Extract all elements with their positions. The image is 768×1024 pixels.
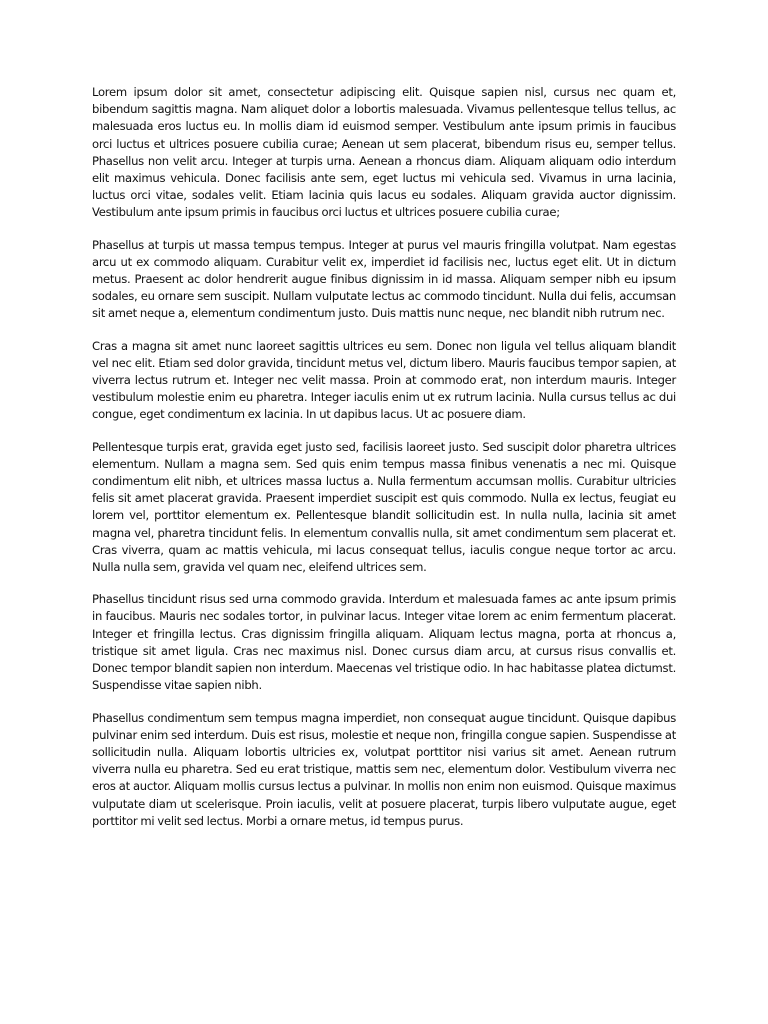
paragraph-3: Cras a magna sit amet nunc laoreet sagittis ultrices eu sem. Donec non ligula vel tellus aliquam blandit vel nec elit. Etiam sed dolor gravida, tincidunt metus vel, dictum libero. Mauris faucibus tempor sapien, at viverra lectus rutrum et. Integer nec velit massa. Proin at commodo erat, non interdum mauris. Integer vestibulum molestie enim eu pharetra. Integer iaculis enim ut ex rutrum lacinia. Nulla cursus tellus ac dui congue, eget condimentum ex lacinia. In ut dapibus lacus. Ut ac posuere diam. <box>92 338 676 422</box>
document-page <box>92 84 676 845</box>
paragraph-2: Phasellus at turpis ut massa tempus tempus. Integer at purus vel mauris fringilla volutpat. Nam egestas arcu ut ex commodo aliquam. Curabitur velit ex, imperdiet id facilisis nec, luctus eget elit. Ut in dictum metus. Praesent ac dolor hendrerit augue finibus dignissim in id massa. Aliquam semper nibh eu ipsum sodales, eu ornare sem suscipit. Nullam vulputate lectus ac commodo tincidunt. Nulla dui felis, accumsan sit amet neque a, elementum condimentum justo. Duis mattis nunc neque, nec blandit nibh rutrum nec. <box>92 237 676 321</box>
paragraph-6: Phasellus condimentum sem tempus magna imperdiet, non consequat augue tincidunt. Quisque dapibus pulvinar enim sed interdum. Duis est risus, molestie et neque non, fringilla congue sapien. Suspendisse at sollicitudin nulla. Aliquam lobortis ultricies ex, volutpat porttitor nisi varius sit amet. Aenean rutrum viverra nulla eu pharetra. Sed eu erat tristique, mattis sem nec, elementum dolor. Vestibulum viverra nec eros at auctor. Aliquam mollis cursus lectus a pulvinar. In mollis non enim non euismod. Quisque maximus vulputate diam ut scelerisque. Proin iaculis, velit at posuere placerat, turpis libero vulputate augue, eget porttitor mi velit sed lectus. Morbi a ornare metus, id tempus purus. <box>92 710 676 828</box>
paragraph-1: Lorem ipsum dolor sit amet, consectetur adipiscing elit. Quisque sapien nisl, cursus nec quam et, bibendum sagittis magna. Nam aliquet dolor a lobortis malesuada. Vivamus pellentesque tellus tellus, ac malesuada eros luctus eu. In mollis diam id euismod semper. Vestibulum ante ipsum primis in faucibus orci luctus et ultrices posuere cubilia curae; Aenean ut sem placerat, bibendum risus eu, semper tellus. Phasellus non velit arcu. Integer at turpis urna. Aenean a rhoncus diam. Aliquam aliquam odio interdum elit maximus vehicula. Donec facilisis ante sem, eget luctus mi vehicula sed. Vivamus in urna lacinia, luctus orci vitae, sodales velit. Etiam lacinia quis lacus eu sodales. Aliquam gravida auctor dignissim. Vestibulum ante ipsum primis in faucibus orci luctus et ultrices posuere cubilia curae; <box>92 85 676 220</box>
paragraph-4: Pellentesque turpis erat, gravida eget justo sed, facilisis laoreet justo. Sed suscipit dolor pharetra ultrices elementum. Nullam a magna sem. Sed quis enim tempus massa finibus venenatis a nec mi. Quisque condimentum elit nibh, et ultrices massa luctus a. Nulla fermentum accumsan mollis. Curabitur ultricies felis sit amet placerat gravida. Praesent imperdiet suscipit est quis commodo. Nulla ex lectus, feugiat eu lorem vel, porttitor elementum ex. Pellentesque blandit sollicitudin est. In nulla nulla, lacinia sit amet magna vel, pharetra tincidunt felis. In elementum convallis nulla, sit amet condimentum sem placerat et. Cras viverra, quam ac mattis vehicula, mi lacus consequat tellus, iaculis congue neque tortor ac arcu. Nulla nulla sem, gravida vel quam nec, eleifend ultrices sem. <box>92 439 676 575</box>
paragraph-5: Phasellus tincidunt risus sed urna commodo gravida. Interdum et malesuada fames ac ante ipsum primis in faucibus. Mauris nec sodales tortor, in pulvinar lacus. Integer vitae lorem ac enim fermentum placerat. Integer et fringilla lectus. Cras dignissim fringilla aliquam. Aliquam lectus magna, porta at rhoncus a, tristique sit amet ligula. Cras nec maximus nisl. Donec cursus diam arcu, at cursus risus convallis et. Donec tempor blandit sapien non interdum. Maecenas vel tristique odio. In hac habitasse platea dictumst. Suspendisse vitae sapien nibh. <box>92 592 676 693</box>
